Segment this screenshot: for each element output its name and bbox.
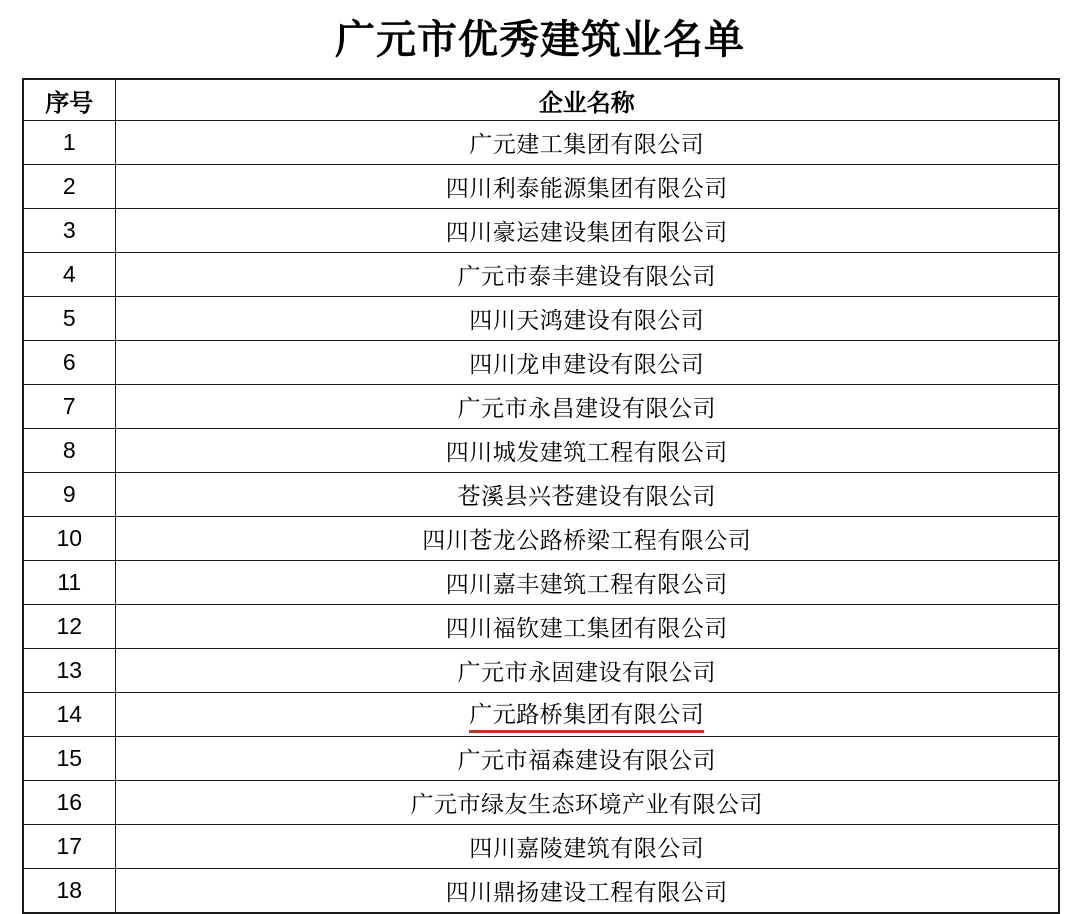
row-index-cell: 2 bbox=[23, 165, 115, 209]
table-row bbox=[23, 121, 1059, 165]
table-header bbox=[23, 79, 1059, 121]
enterprise-name-cell: 广元市绿友生态环境产业有限公司 bbox=[115, 781, 1059, 825]
row-index-cell: 17 bbox=[23, 825, 115, 869]
row-index-cell: 8 bbox=[23, 429, 115, 473]
enterprise-list-table bbox=[22, 78, 1060, 914]
table-row bbox=[23, 737, 1059, 781]
enterprise-name-cell: 四川鼎扬建设工程有限公司 bbox=[115, 869, 1059, 914]
row-index-cell: 7 bbox=[23, 385, 115, 429]
table-row bbox=[23, 341, 1059, 385]
row-index-cell: 4 bbox=[23, 253, 115, 297]
table-row bbox=[23, 253, 1059, 297]
row-index-cell: 18 bbox=[23, 869, 115, 914]
enterprise-name-cell: 四川城发建筑工程有限公司 bbox=[115, 429, 1059, 473]
table-row bbox=[23, 693, 1059, 737]
table-row bbox=[23, 781, 1059, 825]
highlighted-enterprise-name: 广元路桥集团有限公司 bbox=[469, 696, 704, 733]
enterprise-name-cell bbox=[115, 693, 1059, 737]
enterprise-name-cell: 苍溪县兴苍建设有限公司 bbox=[115, 473, 1059, 517]
page-title: 广元市优秀建筑业名单 bbox=[335, 18, 745, 62]
table-row bbox=[23, 209, 1059, 253]
table-header-row bbox=[23, 79, 1059, 121]
table-body bbox=[23, 121, 1059, 914]
enterprise-name-cell: 四川豪运建设集团有限公司 bbox=[115, 209, 1059, 253]
table-row bbox=[23, 429, 1059, 473]
table-row bbox=[23, 605, 1059, 649]
enterprise-name-cell: 四川嘉陵建筑有限公司 bbox=[115, 825, 1059, 869]
enterprise-name-cell: 四川利泰能源集团有限公司 bbox=[115, 165, 1059, 209]
enterprise-name-cell: 四川龙申建设有限公司 bbox=[115, 341, 1059, 385]
enterprise-name-cell: 广元建工集团有限公司 bbox=[115, 121, 1059, 165]
row-index-cell: 16 bbox=[23, 781, 115, 825]
row-index-cell: 12 bbox=[23, 605, 115, 649]
row-index-cell: 1 bbox=[23, 121, 115, 165]
table-row bbox=[23, 825, 1059, 869]
table-row bbox=[23, 385, 1059, 429]
table-row bbox=[23, 649, 1059, 693]
row-index-cell: 14 bbox=[23, 693, 115, 737]
enterprise-name-cell: 广元市永固建设有限公司 bbox=[115, 649, 1059, 693]
column-header-enterprise-name: 企业名称 bbox=[115, 79, 1059, 121]
table-container bbox=[0, 78, 1080, 914]
row-index-cell: 15 bbox=[23, 737, 115, 781]
table-row bbox=[23, 561, 1059, 605]
row-index-cell: 6 bbox=[23, 341, 115, 385]
enterprise-name-cell: 广元市福森建设有限公司 bbox=[115, 737, 1059, 781]
enterprise-name-cell: 四川天鸿建设有限公司 bbox=[115, 297, 1059, 341]
row-index-cell: 3 bbox=[23, 209, 115, 253]
row-index-cell: 5 bbox=[23, 297, 115, 341]
table-row bbox=[23, 869, 1059, 914]
row-index-cell: 11 bbox=[23, 561, 115, 605]
enterprise-name-cell: 四川福钦建工集团有限公司 bbox=[115, 605, 1059, 649]
table-row bbox=[23, 165, 1059, 209]
table-row bbox=[23, 473, 1059, 517]
row-index-cell: 10 bbox=[23, 517, 115, 561]
enterprise-name-cell: 广元市永昌建设有限公司 bbox=[115, 385, 1059, 429]
table-row bbox=[23, 517, 1059, 561]
column-header-index: 序号 bbox=[23, 79, 115, 121]
enterprise-name-cell: 四川嘉丰建筑工程有限公司 bbox=[115, 561, 1059, 605]
table-row bbox=[23, 297, 1059, 341]
enterprise-name-cell: 四川苍龙公路桥梁工程有限公司 bbox=[115, 517, 1059, 561]
row-index-cell: 9 bbox=[23, 473, 115, 517]
enterprise-name-cell: 广元市泰丰建设有限公司 bbox=[115, 253, 1059, 297]
row-index-cell: 13 bbox=[23, 649, 115, 693]
